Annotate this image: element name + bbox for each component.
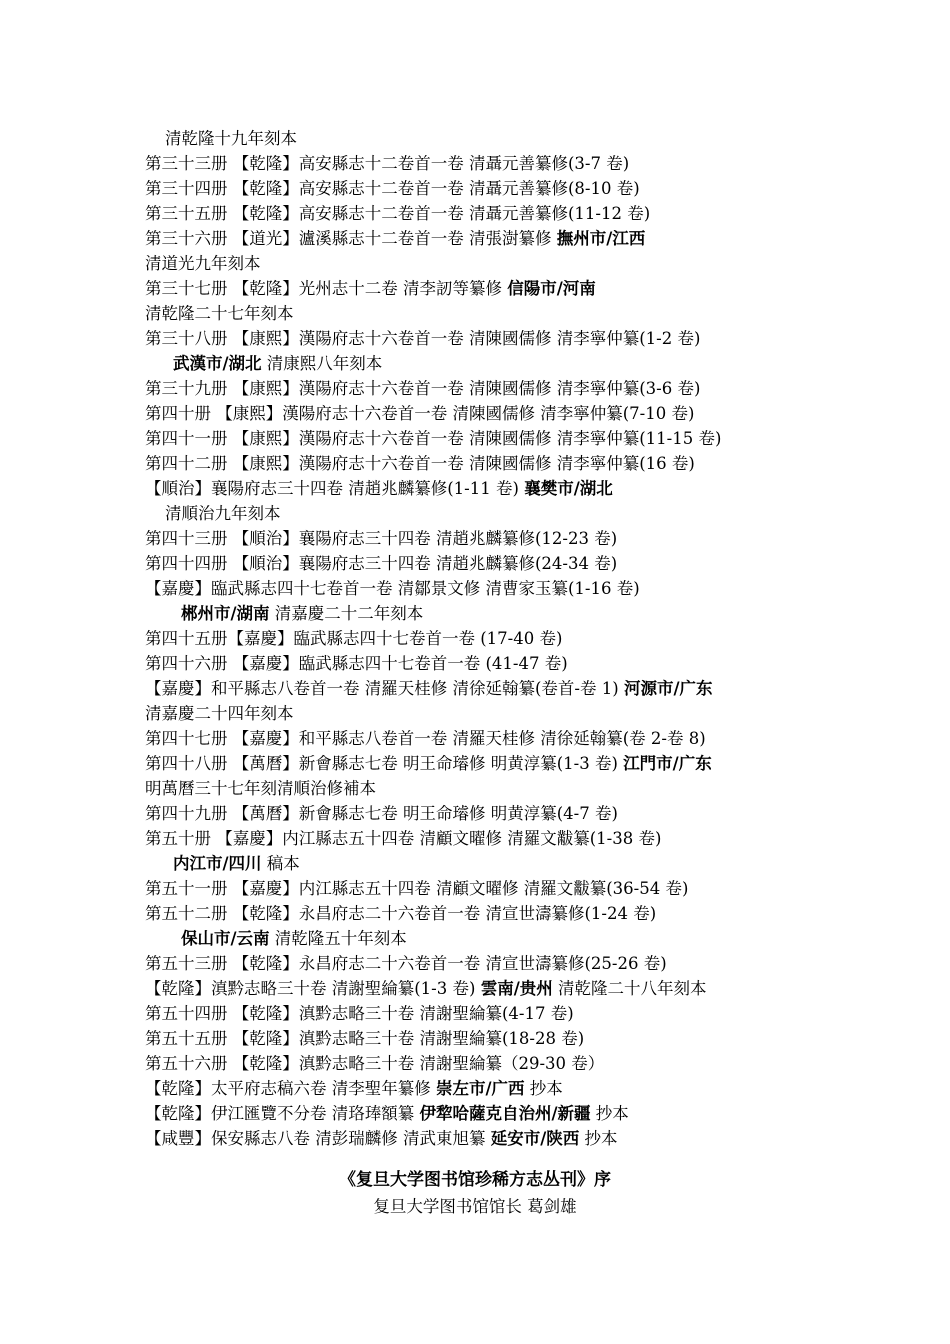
catalog-line xyxy=(145,201,925,226)
entry-text: 抄本 xyxy=(579,1129,618,1148)
catalog-line xyxy=(145,451,925,476)
preface-author: 复旦大学图书馆馆长 葛剑雄 xyxy=(373,1197,577,1216)
entry-text: 第四十二册 【康熙】漢陽府志十六卷首一卷 清陳國儒修 清李寧仲纂(16 卷) xyxy=(145,454,695,473)
catalog-line xyxy=(145,1001,925,1026)
location-label: 武漢市/湖北 xyxy=(173,354,262,373)
location-label: 伊犂哈薩克自治州/新疆 xyxy=(419,1104,591,1123)
catalog-line xyxy=(145,251,925,276)
catalog-line xyxy=(145,1051,925,1076)
location-label: 襄樊市/湖北 xyxy=(524,479,613,498)
catalog-line xyxy=(145,926,925,951)
entry-text: 第四十七册 【嘉慶】和平縣志八卷首一卷 清羅天桂修 清徐延翰纂(卷 2-卷 8) xyxy=(145,729,706,748)
entry-text: 第四十六册 【嘉慶】臨武縣志四十七卷首一卷 (41-47 卷) xyxy=(145,654,568,673)
catalog-line xyxy=(145,226,925,251)
catalog-line xyxy=(145,476,925,501)
catalog-line xyxy=(145,851,925,876)
location-label: 郴州市/湖南 xyxy=(181,604,270,623)
entry-text: 【乾隆】滇黔志略三十卷 清謝聖綸纂(1-3 卷) xyxy=(145,979,481,998)
catalog-line xyxy=(145,151,925,176)
entry-text: 【咸豐】保安縣志八卷 清彭瑞麟修 清武東旭纂 xyxy=(145,1129,491,1148)
catalog-line xyxy=(145,776,925,801)
entry-text: 第四十册 【康熙】漢陽府志十六卷首一卷 清陳國儒修 清李寧仲纂(7-10 卷) xyxy=(145,404,695,423)
entry-text: 第四十五册【嘉慶】臨武縣志四十七卷首一卷 (17-40 卷) xyxy=(145,629,563,648)
entry-text: 第三十六册 【道光】瀘溪縣志十二卷首一卷 清張澍纂修 xyxy=(145,229,557,248)
entry-text: 【嘉慶】臨武縣志四十七卷首一卷 清鄒景文修 清曹家玉纂(1-16 卷) xyxy=(145,579,640,598)
entry-text: 清乾隆五十年刻本 xyxy=(269,929,407,948)
entry-text: 第三十四册 【乾隆】高安縣志十二卷首一卷 清聶元善纂修(8-10 卷) xyxy=(145,179,640,198)
catalog-line xyxy=(145,601,925,626)
location-label: 江門市/广东 xyxy=(623,754,712,773)
catalog-line xyxy=(145,276,925,301)
catalog-line xyxy=(145,1076,925,1101)
entry-text: 清乾隆二十八年刻本 xyxy=(552,979,707,998)
entry-text: 第五十一册 【嘉慶】内江縣志五十四卷 清顧文曜修 清羅文黻纂(36-54 卷) xyxy=(145,879,689,898)
catalog-line xyxy=(145,576,925,601)
catalog-line xyxy=(145,626,925,651)
catalog-line xyxy=(145,526,925,551)
catalog-line xyxy=(145,951,925,976)
catalog-line xyxy=(145,876,925,901)
entry-text: 清乾隆十九年刻本 xyxy=(165,129,297,148)
entry-text: 【順治】襄陽府志三十四卷 清趙兆麟纂修(1-11 卷) xyxy=(145,479,525,498)
catalog-line xyxy=(145,701,925,726)
entry-text: 第四十九册 【萬曆】新會縣志七卷 明王命璿修 明黄淳纂(4-7 卷) xyxy=(145,804,618,823)
entry-text: 清嘉慶二十四年刻本 xyxy=(145,704,294,723)
catalog-line xyxy=(145,676,925,701)
catalog-line xyxy=(145,501,925,526)
catalog-line xyxy=(145,426,925,451)
location-label: 延安市/陕西 xyxy=(490,1129,580,1148)
entry-text: 第三十七册 【乾隆】光州志十二卷 清李訒等纂修 xyxy=(145,279,508,298)
catalog-line xyxy=(145,1101,925,1126)
catalog-line xyxy=(145,176,925,201)
catalog-line xyxy=(145,401,925,426)
location-label: 保山市/云南 xyxy=(181,929,270,948)
entry-text: 清乾隆二十七年刻本 xyxy=(145,304,294,323)
entry-text: 抄本 xyxy=(524,1079,563,1098)
catalog-list xyxy=(145,126,925,1151)
entry-text: 第三十八册 【康熙】漢陽府志十六卷首一卷 清陳國儒修 清李寧仲纂(1-2 卷) xyxy=(145,329,701,348)
entry-text: 第四十八册 【萬曆】新會縣志七卷 明王命璿修 明黄淳纂(1-3 卷) xyxy=(145,754,624,773)
location-label: 河源市/广东 xyxy=(623,679,713,698)
entry-text: 清嘉慶二十二年刻本 xyxy=(269,604,424,623)
location-label: 雲南/贵州 xyxy=(480,979,553,998)
entry-text: 清順治九年刻本 xyxy=(165,504,281,523)
entry-text: 明萬曆三十七年刻清順治修補本 xyxy=(145,779,376,798)
catalog-line xyxy=(145,376,925,401)
location-label: 撫州市/江西 xyxy=(556,229,646,248)
catalog-line xyxy=(145,126,925,151)
entry-text: 第四十三册 【順治】襄陽府志三十四卷 清趙兆麟纂修(12-23 卷) xyxy=(145,529,618,548)
entry-text: 第四十四册 【順治】襄陽府志三十四卷 清趙兆麟纂修(24-34 卷) xyxy=(145,554,618,573)
entry-text: 【嘉慶】和平縣志八卷首一卷 清羅天桂修 清徐延翰纂(卷首-卷 1) xyxy=(145,679,624,698)
preface-title: 《复旦大学图书馆珍稀方志丛刊》序 xyxy=(339,1170,611,1190)
catalog-line xyxy=(145,901,925,926)
catalog-line xyxy=(145,351,925,376)
catalog-line xyxy=(145,726,925,751)
location-label: 内江市/四川 xyxy=(173,854,262,873)
entry-text: 第五十三册 【乾隆】永昌府志二十六卷首一卷 清宣世濤纂修(25-26 卷) xyxy=(145,954,667,973)
catalog-line xyxy=(145,1026,925,1051)
entry-text: 第三十五册 【乾隆】高安縣志十二卷首一卷 清聶元善纂修(11-12 卷) xyxy=(145,204,651,223)
entry-text: 第五十二册 【乾隆】永昌府志二十六卷首一卷 清宣世濤纂修(1-24 卷) xyxy=(145,904,657,923)
location-label: 崇左市/广西 xyxy=(436,1079,525,1098)
entry-text: 第三十三册 【乾隆】高安縣志十二卷首一卷 清聶元善纂修(3-7 卷) xyxy=(145,154,630,173)
entry-text: 第五十五册 【乾隆】滇黔志略三十卷 清謝聖綸纂(18-28 卷) xyxy=(145,1029,585,1048)
catalog-line xyxy=(145,801,925,826)
entry-text: 第四十一册 【康熙】漢陽府志十六卷首一卷 清陳國儒修 清李寧仲纂(11-15 卷) xyxy=(145,429,722,448)
location-label: 信陽市/河南 xyxy=(507,279,596,298)
catalog-line xyxy=(145,826,925,851)
entry-text: 清道光九年刻本 xyxy=(145,254,261,273)
catalog-line xyxy=(145,551,925,576)
entry-text: 第三十九册 【康熙】漢陽府志十六卷首一卷 清陳國儒修 清李寧仲纂(3-6 卷) xyxy=(145,379,701,398)
entry-text: 第五十册 【嘉慶】内江縣志五十四卷 清顧文曜修 清羅文黻纂(1-38 卷) xyxy=(145,829,662,848)
entry-text: 稿本 xyxy=(261,854,300,873)
catalog-line xyxy=(145,976,925,1001)
entry-text: 清康熙八年刻本 xyxy=(261,354,383,373)
entry-text: 【乾隆】伊江匯覽不分卷 清珞琫額纂 xyxy=(145,1104,420,1123)
catalog-line xyxy=(145,1126,925,1151)
entry-text: 第五十六册 【乾隆】滇黔志略三十卷 清謝聖綸纂（29-30 卷） xyxy=(145,1054,605,1073)
catalog-line xyxy=(145,651,925,676)
catalog-line xyxy=(145,326,925,351)
entry-text: 抄本 xyxy=(590,1104,629,1123)
catalog-line xyxy=(145,751,925,776)
entry-text: 【乾隆】太平府志稿六卷 清李聖年纂修 xyxy=(145,1079,436,1098)
catalog-line xyxy=(145,301,925,326)
entry-text: 第五十四册 【乾隆】滇黔志略三十卷 清謝聖綸纂(4-17 卷) xyxy=(145,1004,574,1023)
